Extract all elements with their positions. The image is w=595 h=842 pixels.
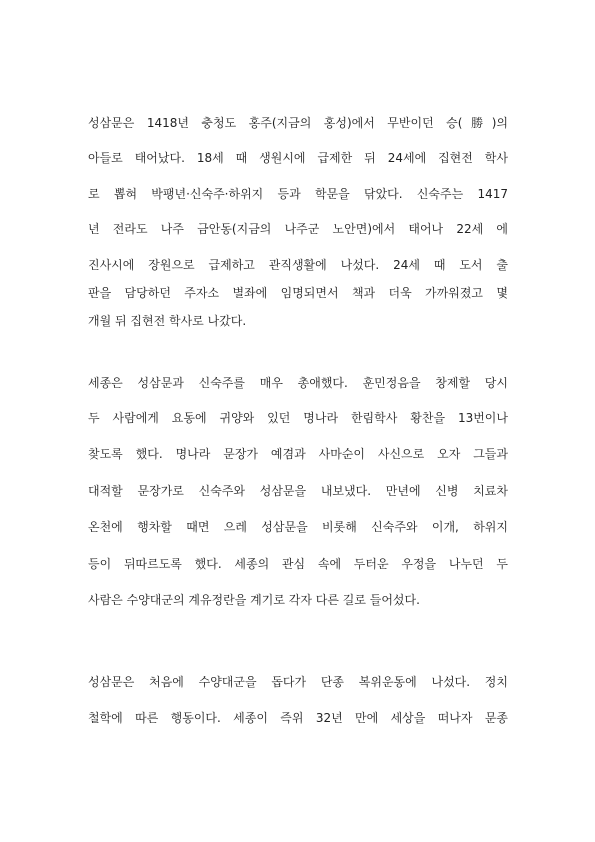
paragraph-line: 세종은 성삼문과 신숙주를 매우 총애했다. 훈민정음을 창제할 당시	[88, 376, 508, 390]
paragraph-line: 두 사람에게 요동에 귀양와 있던 명나라 한림학사 황찬을 13번이나	[88, 411, 508, 425]
paragraph-line: 년 전라도 나주 금안동(지금의 나주군 노안면)에서 태어나 22세 에	[88, 222, 508, 236]
paragraph-line: 철학에 따른 행동이다. 세종이 즉위 32년 만에 세상을 떠나자 문종	[88, 711, 508, 725]
paragraph-line: 성삼문은 처음에 수양대군을 돕다가 단종 복위운동에 나섰다. 정치	[88, 675, 508, 689]
paragraph-line: 로 뽑혀 박팽년·신숙주·하위지 등과 학문을 닦았다. 신숙주는 1417	[88, 187, 508, 201]
paragraph-line: 판을 담당하던 주자소 별좌에 임명되면서 책과 더욱 가까워졌고 몇	[88, 286, 508, 300]
paragraph-line: 성삼문은 1418년 충청도 홍주(지금의 홍성)에서 무반이던 승(勝)의	[88, 116, 508, 130]
paragraph-line: 사람은 수양대군의 계유정란을 계기로 각자 다른 길로 들어섰다.	[88, 593, 420, 607]
paragraph-line: 찾도록 했다. 명나라 문장가 예겸과 사마순이 사신으로 오자 그들과	[88, 447, 508, 461]
paragraph-line: 개월 뒤 집현전 학사로 나갔다.	[88, 314, 247, 328]
paragraph-line: 대적할 문장가로 신숙주와 성삼문을 내보냈다. 만년에 신병 치료차	[88, 484, 508, 498]
paragraph-line: 온천에 행차할 때면 으레 성삼문을 비롯해 신숙주와 이개, 하위지	[88, 520, 508, 534]
paragraph-line: 등이 뒤따르도록 했다. 세종의 관심 속에 두터운 우정을 나누던 두	[88, 557, 508, 571]
paragraph-line: 아들로 태어났다. 18세 때 생원시에 급제한 뒤 24세에 집현전 학사	[88, 151, 508, 165]
paragraph-line: 진사시에 장원으로 급제하고 관직생활에 나섰다. 24세 때 도서 출	[88, 258, 508, 272]
